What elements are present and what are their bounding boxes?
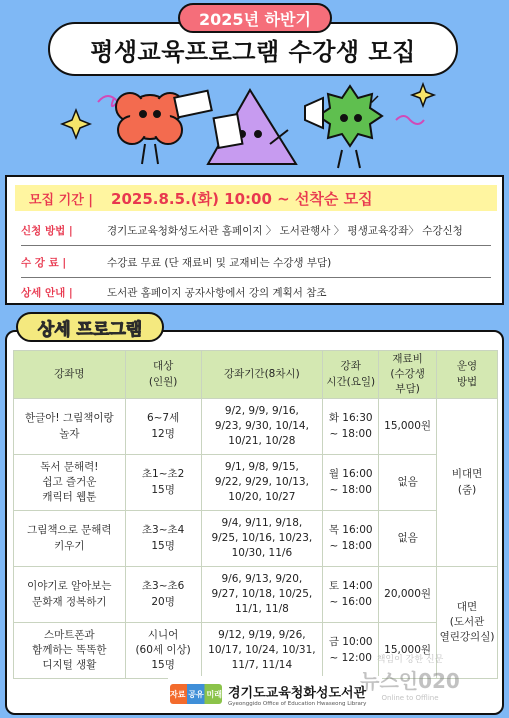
cell-text: 독서 문해력! 쉽고 즐거운 캐릭터 웹툰 [40, 460, 99, 504]
info-label: 신청 방법 | [21, 224, 73, 237]
section-title: 상세 프로그램 [16, 312, 164, 342]
course-dates [201, 511, 323, 567]
cell-text: 초3~초4 15명 [141, 524, 185, 552]
library-name: 경기도교육청화성도서관 [228, 685, 367, 701]
cell-text: 20,000원 [384, 587, 432, 600]
column-header [201, 351, 323, 399]
cell-text: 재료비 (수강생 부담) [390, 352, 425, 396]
divider [21, 245, 491, 246]
library-name-en: Gyeonggido Office of Education Hwaseong Library [228, 700, 367, 707]
cell-text: 초3~초6 20명 [141, 580, 185, 608]
course-name [14, 399, 126, 455]
cell-text: 비대면 (줌) [451, 468, 483, 496]
course-dates [201, 455, 323, 511]
column-header [437, 351, 498, 399]
cell-text: 시니어 (60세 이상) 15명 [135, 628, 191, 672]
course-time [323, 567, 379, 623]
info-label: 상세 안내 | [21, 286, 73, 299]
info-row-details [21, 281, 491, 303]
recruitment-info-panel [5, 175, 504, 305]
cell-text: 없음 [397, 531, 418, 544]
watermark-sub: Online to Offline [381, 694, 439, 702]
info-label: 수 강 료 | [21, 256, 67, 269]
cell-text: 초1~초2 15명 [141, 468, 185, 496]
cell-text: 강좌 시간(요일) [326, 360, 376, 388]
course-fee [379, 399, 437, 455]
sparkle-icon [412, 84, 434, 106]
characters-illustration [0, 72, 509, 182]
course-target [125, 399, 201, 455]
divider [21, 277, 491, 278]
course-fee [379, 455, 437, 511]
cell-text: 금 10:00 ~ 12:00 [328, 636, 373, 664]
course-time [323, 455, 379, 511]
green-star-character [305, 86, 382, 168]
page-title: 평생교육프로그램 수강생 모집 [48, 22, 458, 76]
watermark-slogan: 책임이 강한 신문 [376, 655, 444, 665]
cell-text: 9/12, 9/19, 9/26, 10/17, 10/24, 10/31, 11/7, 11/14 [208, 628, 316, 672]
course-name [14, 511, 126, 567]
cell-text: 한글아! 그림책이랑 놀자 [24, 412, 114, 440]
sparkle-icon [62, 110, 90, 138]
period-badge: 2025년 하반기 [178, 3, 332, 33]
red-flower-character [116, 91, 212, 164]
course-target [125, 455, 201, 511]
info-value: 수강료 무료 (단 재료비 및 교재비는 수강생 부담) [107, 256, 332, 269]
info-value: 경기도교육청화성도서관 홈페이지 〉 도서관행사 〉 평생교육강좌〉 수강신청 [107, 224, 463, 237]
cell-text: 6~7세 12명 [146, 412, 180, 440]
course-dates [201, 399, 323, 455]
cell-text: 그림책으로 문해력 키우기 [27, 524, 112, 552]
recruit-period-row [15, 185, 497, 211]
cell-text: 대면 (도서관 열린강의실) [439, 600, 495, 644]
course-name [14, 623, 126, 679]
cell-text: 15,000원 [384, 643, 432, 656]
course-name [14, 455, 126, 511]
course-target [125, 623, 201, 679]
column-header [323, 351, 379, 399]
course-name [14, 567, 126, 623]
cell-text: 9/6, 9/13, 9/20, 9/27, 10/18, 10/25, 11/1, 11/8 [211, 572, 313, 616]
cell-text: 토 14:00 ~ 16:00 [328, 580, 373, 608]
column-header [125, 351, 201, 399]
watermark-brand: 뉴스인020 [360, 669, 460, 693]
cell-text: 화 16:30 ~ 18:00 [328, 412, 373, 440]
table-row [14, 455, 498, 511]
squiggle-doodle [396, 116, 424, 124]
purple-triangle-character [208, 90, 296, 164]
cell-text: 15,000원 [384, 419, 432, 432]
course-target [125, 567, 201, 623]
recruit-period-value: 2025.8.5.(화) 10:00 ~ 선착순 모집 [111, 189, 373, 208]
course-dates [201, 623, 323, 679]
swirl-doodle [98, 96, 118, 106]
library-logo: 자료 공유 미래 [170, 684, 222, 704]
course-fee [379, 567, 437, 623]
news-watermark [335, 652, 485, 702]
cell-text: 운영 방법 [456, 360, 478, 388]
cell-text: 대상 (인원) [148, 360, 178, 388]
column-header [379, 351, 437, 399]
cell-text: 강좌기간(8차시) [224, 367, 300, 380]
course-fee [379, 511, 437, 567]
course-target [125, 511, 201, 567]
cell-text: 없음 [397, 475, 418, 488]
table-row [14, 567, 498, 623]
cell-text: 스마트폰과 함께하는 똑똑한 디지털 생활 [32, 628, 107, 672]
cell-text: 9/1, 9/8, 9/15, 9/22, 9/29, 10/13, 10/20, 10/27 [214, 460, 309, 504]
cell-text: 이야기로 알아보는 문화재 정복하기 [27, 580, 112, 608]
cell-text: 월 16:00 ~ 18:00 [328, 468, 373, 496]
course-method [437, 399, 498, 567]
course-time [323, 511, 379, 567]
table-row [14, 511, 498, 567]
course-time [323, 399, 379, 455]
cell-text: 9/4, 9/11, 9/18, 9/25, 10/16, 10/23, 10/30, 11/6 [211, 516, 313, 560]
table-row [14, 399, 498, 455]
info-row-fee [21, 251, 491, 273]
recruit-period-label: 모집 기간 | [29, 192, 94, 208]
info-row-apply-method [21, 219, 491, 241]
cell-text: 9/2, 9/9, 9/16, 9/23, 9/30, 10/14, 10/21, 10/28 [214, 404, 309, 448]
cell-text: 강좌명 [54, 367, 85, 380]
info-value: 도서관 홈페이지 공자사항에서 강의 계획서 참조 [107, 286, 327, 299]
cell-text: 목 16:00 ~ 18:00 [328, 524, 373, 552]
course-dates [201, 567, 323, 623]
program-table [13, 350, 498, 679]
column-header [14, 351, 126, 399]
table-header-row [14, 351, 498, 399]
